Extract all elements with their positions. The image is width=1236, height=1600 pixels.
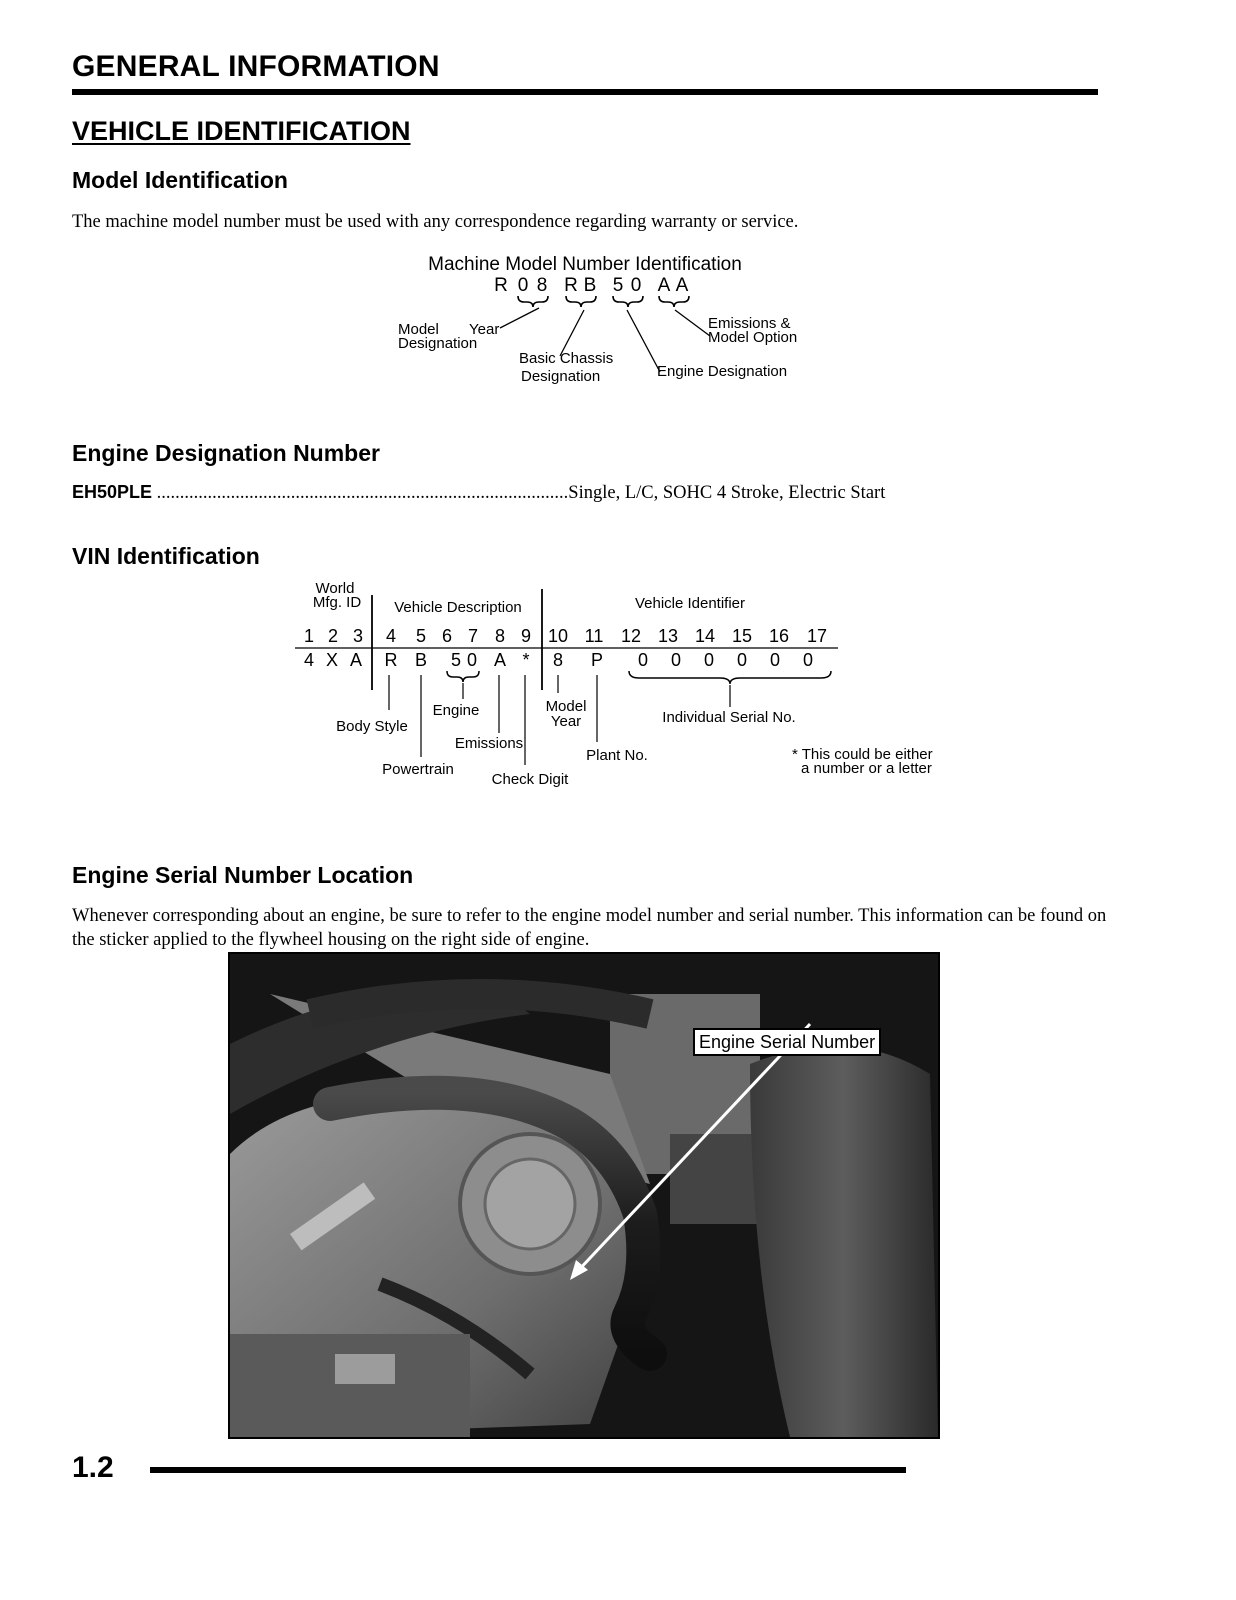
- model-code-char: A: [675, 275, 689, 296]
- label-mfg-id: Mfg. ID: [312, 594, 362, 611]
- model-code-char: 0: [517, 275, 529, 296]
- label-year: Year: [469, 321, 500, 338]
- engine-photo-illustration: [230, 954, 938, 1437]
- engine-designation-row: [72, 482, 952, 504]
- label-basic-chassis: Basic Chassis: [519, 350, 614, 367]
- label-vehicle-identifier: Vehicle Identifier: [634, 595, 746, 612]
- vin-char: 0: [637, 650, 649, 670]
- vin-position: 1: [303, 626, 315, 646]
- model-code-char: R: [494, 275, 508, 296]
- vin-position: 4: [385, 626, 397, 646]
- label-plant-no: Plant No.: [586, 747, 648, 764]
- section-title: VEHICLE IDENTIFICATION: [72, 116, 411, 146]
- label-vehicle-description: Vehicle Description: [394, 599, 522, 616]
- model-number-diagram: [380, 248, 840, 398]
- label-year: Year: [550, 713, 582, 730]
- label-model: Model: [398, 321, 439, 338]
- engine-serial-heading: Engine Serial Number Location: [72, 862, 414, 888]
- vin-position: 6: [441, 626, 453, 646]
- model-code-char: 5: [612, 275, 624, 296]
- vin-char: R: [384, 650, 398, 670]
- vin-position: 12: [620, 626, 642, 646]
- model-identification-text: The machine model number must be used with any correspondence regarding warranty or service.: [72, 212, 799, 232]
- vin-char: 8: [552, 650, 564, 670]
- vin-position: 3: [352, 626, 364, 646]
- vin-position: 8: [494, 626, 506, 646]
- vin-chars: [304, 650, 813, 670]
- vin-char: *: [522, 650, 530, 670]
- vin-char: P: [590, 650, 604, 670]
- vin-char: A: [349, 650, 363, 670]
- model-code-char: 8: [536, 275, 548, 296]
- model-code-char: A: [657, 275, 671, 296]
- vin-position: 14: [694, 626, 716, 646]
- label-emissions: Emissions &: [708, 315, 791, 332]
- model-identification-heading: Model Identification: [72, 167, 288, 193]
- vin-braces: [447, 671, 831, 684]
- label-serial: Individual Serial No.: [662, 709, 796, 726]
- label-designation: Designation: [398, 335, 478, 352]
- label-model-option: Model Option: [708, 329, 798, 346]
- model-code-char: R: [564, 275, 578, 296]
- vin-position: 15: [731, 626, 753, 646]
- vin-position: 13: [657, 626, 679, 646]
- vin-position: 11: [584, 626, 604, 646]
- vin-diagram: [290, 575, 950, 795]
- label-powertrain: Powertrain: [382, 761, 454, 778]
- vin-heading: VIN Identification: [72, 543, 260, 569]
- vin-char: 4: [303, 650, 315, 670]
- model-code-char: B: [583, 275, 597, 296]
- leader-dots: .........................................................................................: [152, 483, 569, 503]
- vin-position: 5: [415, 626, 427, 646]
- vin-char: 0: [466, 650, 478, 670]
- photo-callout-label: Engine Serial Number: [693, 1028, 881, 1056]
- header-rule: [72, 89, 1098, 95]
- model-braces: [518, 296, 689, 307]
- vin-note-line-1: * This could be either: [792, 746, 933, 763]
- label-engine: Engine: [432, 702, 480, 719]
- vin-positions: [304, 626, 827, 646]
- vin-char: 0: [703, 650, 715, 670]
- engine-serial-text: Whenever corresponding about an engine, be sure to refer to the engine model number and serial number. This information can be found on the sticker applied to the flywheel housing on the right side of engine.: [72, 906, 1107, 950]
- vin-char: 0: [769, 650, 781, 670]
- label-emissions: Emissions: [454, 735, 524, 752]
- label-body-style: Body Style: [336, 718, 408, 735]
- footer-rule: [150, 1467, 906, 1473]
- label-world: World: [315, 580, 355, 597]
- vin-position: 7: [467, 626, 479, 646]
- vin-char: 5: [450, 650, 462, 670]
- label-engine-designation: Engine Designation: [657, 363, 788, 380]
- vin-char: X: [325, 650, 339, 670]
- model-diagram-title: Machine Model Number Identification: [428, 254, 742, 275]
- vin-position: 17: [806, 626, 828, 646]
- label-check-digit: Check Digit: [491, 771, 569, 788]
- label-model: Model: [545, 698, 587, 715]
- vin-char: 0: [736, 650, 748, 670]
- engine-photo: [228, 952, 940, 1439]
- vin-char: A: [493, 650, 507, 670]
- vin-position: 16: [768, 626, 790, 646]
- page-header-title: GENERAL INFORMATION: [72, 50, 440, 83]
- vin-position: 10: [547, 626, 569, 646]
- model-code-chars: [494, 275, 689, 296]
- vin-char: 0: [802, 650, 814, 670]
- vin-char: B: [414, 650, 428, 670]
- vin-char: 0: [670, 650, 682, 670]
- model-code-char: 0: [630, 275, 642, 296]
- engine-description: Single, L/C, SOHC 4 Stroke, Electric Start: [568, 483, 886, 503]
- engine-designation-heading: Engine Designation Number: [72, 440, 380, 466]
- vin-position: 2: [327, 626, 339, 646]
- vin-note-line-2: a number or a letter: [801, 760, 932, 777]
- engine-code: EH50PLE: [72, 482, 153, 502]
- vin-position: 9: [520, 626, 532, 646]
- page-number: 1.2: [72, 1451, 114, 1484]
- label-chassis-designation: Designation: [521, 368, 601, 385]
